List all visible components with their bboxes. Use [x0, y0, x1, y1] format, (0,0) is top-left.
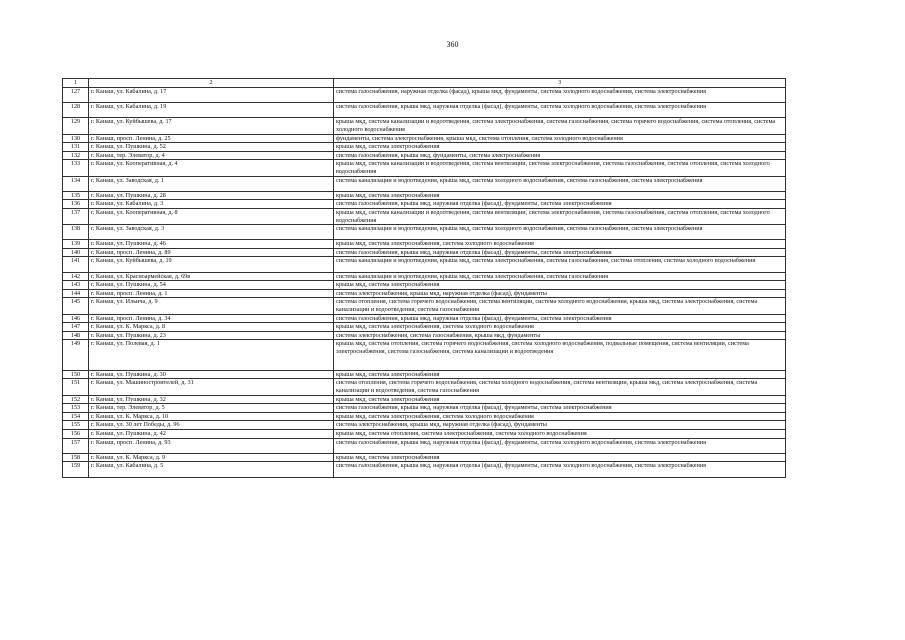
- row-number: 152: [63, 395, 89, 404]
- row-works: крыша мкд, система электроснабжения: [334, 281, 786, 290]
- row-number: 159: [63, 462, 89, 477]
- row-number: 145: [63, 298, 89, 314]
- row-works: система газоснабжения, крыша мкд, наружная отделка (фасад), фундаменты, система холодного водоснабжения, система электроснабжения: [334, 462, 786, 477]
- row-works: крыша мкд, система электроснабжения: [334, 395, 786, 404]
- table-row: [63, 281, 786, 290]
- table-header-row: [63, 79, 786, 88]
- row-number: 143: [63, 281, 89, 290]
- row-works: крыша мкд, система канализации и водоотведения, система вентиляции, система электроснабжения, система газоснабжения, система отопления, система холодного водоснабжения: [334, 160, 786, 176]
- table-body: [63, 88, 786, 478]
- row-address: г. Канаш, ул. Машиностроителей, д. 31: [89, 379, 334, 395]
- row-works: крыша мкд, система электроснабжения: [334, 370, 786, 379]
- row-address: г. Канаш, ул. Кабалина, д. 3: [89, 200, 334, 209]
- row-number: 148: [63, 331, 89, 340]
- row-number: 153: [63, 404, 89, 413]
- table-row: [63, 412, 786, 421]
- row-works: крыша мкд, система электроснабжения: [334, 191, 786, 200]
- row-number: 147: [63, 323, 89, 332]
- row-works: крыша мкд, система электроснабжения, система холодного водоснабжения: [334, 412, 786, 421]
- row-address: г. Канаш, ул. К. Маркса, д. 9: [89, 453, 334, 462]
- row-works: система отопления, система горячего водоснабжения, система вентиляции, система холодного водоснабжения, крыша мкд, система электроснабжения, система канализации и водоотведения, система газоснабжения: [334, 298, 786, 314]
- row-works: система газоснабжения, крыша мкд, наружная отделка (фасад), фундаменты, система электроснабжения: [334, 200, 786, 209]
- row-number: 144: [63, 289, 89, 298]
- row-works: система газоснабжения, крыша мкд, наружная отделка (фасад), фундаменты, система холодного водоснабжения, система электроснабжения: [334, 103, 786, 118]
- row-number: 132: [63, 151, 89, 160]
- table-row: [63, 225, 786, 240]
- row-number: 140: [63, 248, 89, 257]
- row-address: г. Канаш, ул. Куйбышева, д. 19: [89, 257, 334, 272]
- row-works: система электроснабжения, система газоснабжения, крыша мкд, фундаменты: [334, 331, 786, 340]
- row-number: 127: [63, 88, 89, 103]
- row-address: г. Канаш, ул. Кабалина, д. 19: [89, 103, 334, 118]
- row-number: 156: [63, 429, 89, 438]
- row-address: г. Канаш, ул. Пушкина, д. 32: [89, 395, 334, 404]
- table-row: [63, 143, 786, 152]
- row-address: г. Канаш, ул. Красноармейская, д. 69в: [89, 272, 334, 281]
- row-number: 157: [63, 438, 89, 453]
- row-number: 146: [63, 314, 89, 323]
- table-row: [63, 103, 786, 118]
- table-row: [63, 160, 786, 176]
- row-works: система газоснабжения, крыша мкд, наружная отделка (фасад), фундаменты, система холодного водоснабжения, система электроснабжения: [334, 438, 786, 453]
- row-address: г. Канаш, ул. К. Маркса, д. 10: [89, 412, 334, 421]
- row-address: г. Канаш, ул. Пушкина, д. 52: [89, 143, 334, 152]
- row-number: 149: [63, 340, 89, 370]
- row-number: 131: [63, 143, 89, 152]
- header-col-2: 2: [89, 79, 334, 88]
- row-address: г. Канаш, тер. Элеватор, д. 4: [89, 151, 334, 160]
- row-number: 138: [63, 225, 89, 240]
- table-row: [63, 340, 786, 370]
- row-works: система канализации и водоотведения, крыша мкд, система холодного водоснабжения, система газоснабжения, система электроснабжения: [334, 225, 786, 240]
- table-row: [63, 134, 786, 143]
- table-row: [63, 323, 786, 332]
- row-number: 150: [63, 370, 89, 379]
- row-works: система канализации и водоотведения, крыша мкд, система электроснабжения, система газоснабжения, система отопления, система холодного водоснабжения: [334, 257, 786, 272]
- row-address: г. Канаш, ул. Ильича, д. 9: [89, 298, 334, 314]
- row-address: г. Канаш, ул. Куйбышева, д. 17: [89, 118, 334, 134]
- row-address: г. Канаш, просп. Ленина, д. 93: [89, 438, 334, 453]
- row-address: г. Канаш, ул. Пушкина, д. 46: [89, 240, 334, 249]
- row-number: 142: [63, 272, 89, 281]
- row-address: г. Канаш, просп. Ленина, д. 25: [89, 134, 334, 143]
- table-row: [63, 331, 786, 340]
- row-works: крыша мкд, система электроснабжения: [334, 143, 786, 152]
- table-row: [63, 176, 786, 191]
- table-row: [63, 404, 786, 413]
- table-row: [63, 118, 786, 134]
- table-row: [63, 208, 786, 224]
- row-works: крыша мкд, система электроснабжения, система холодного водоснабжения: [334, 240, 786, 249]
- row-works: крыша мкд, система канализации и водоотведения, система вентиляции, система электроснабжения, система газоснабжения, система отопления, система холодного водоснабжения: [334, 208, 786, 224]
- row-works: система газоснабжения, наружная отделка (фасад), крыша мкд, фундаменты, система холодного водоснабжения, система электроснабжения: [334, 88, 786, 103]
- row-works: крыша мкд, система канализации и водоотведения, система электроснабжения, система газоснабжения, система горячего водоснабжения, система отопления, система холодного водоснабжения: [334, 118, 786, 134]
- row-works: система канализации и водоотведения, крыша мкд, система холодного водоснабжения, система газоснабжения, система электроснабжения: [334, 176, 786, 191]
- row-number: 134: [63, 176, 89, 191]
- row-number: 136: [63, 200, 89, 209]
- row-address: г. Канаш, ул. Кооперативная, д. 4: [89, 160, 334, 176]
- row-address: г. Канаш, тер. Элеватор, д. 5: [89, 404, 334, 413]
- table-row: [63, 370, 786, 379]
- table-row: [63, 289, 786, 298]
- row-address: г. Канаш, ул. Пушкина, д. 30: [89, 370, 334, 379]
- row-address: г. Канаш, ул. Полевая, д. 1: [89, 340, 334, 370]
- row-number: 141: [63, 257, 89, 272]
- row-works: крыша мкд, система электроснабжения: [334, 453, 786, 462]
- page-number: 360: [446, 40, 459, 49]
- row-address: г. Канаш, ул. 30 лет Победы, д. 96: [89, 421, 334, 430]
- row-address: г. Канаш, ул. Кабалина, д. 17: [89, 88, 334, 103]
- row-works: система электроснабжения, крыша мкд, наружная отделка (фасад), фундаменты: [334, 421, 786, 430]
- table-row: [63, 314, 786, 323]
- row-number: 128: [63, 103, 89, 118]
- row-address: г. Канаш, ул. Пушкина, д. 23: [89, 331, 334, 340]
- row-number: 129: [63, 118, 89, 134]
- row-address: г. Канаш, просп. Ленина, д. 1: [89, 289, 334, 298]
- row-works: крыша мкд, система отопления, система электроснабжения, система холодного водоснабжения: [334, 429, 786, 438]
- table-row: [63, 257, 786, 272]
- table-row: [63, 191, 786, 200]
- row-works: крыша мкд, система отопления, система горячего водоснабжения, система холодного водоснабжения, подвальные помещения, система вентиляции, система электроснабжения, система газоснабжения, система канализации и водоотведения: [334, 340, 786, 370]
- row-works: система газоснабжения, крыша мкд, наружная отделка (фасад), фундаменты, система электроснабжения: [334, 314, 786, 323]
- row-address: г. Канаш, ул. Пушкина, д. 54: [89, 281, 334, 290]
- row-number: 137: [63, 208, 89, 224]
- row-number: 155: [63, 421, 89, 430]
- table-row: [63, 272, 786, 281]
- row-number: 133: [63, 160, 89, 176]
- table-row: [63, 151, 786, 160]
- row-address: г. Канаш, просп. Ленина, д. 89: [89, 248, 334, 257]
- row-works: система газоснабжения, крыша мкд, наружная отделка (фасад), фундаменты, система электроснабжения: [334, 404, 786, 413]
- row-works: крыша мкд, система электроснабжения, система холодного водоснабжения: [334, 323, 786, 332]
- row-number: 130: [63, 134, 89, 143]
- table-row: [63, 240, 786, 249]
- table-row: [63, 429, 786, 438]
- table-row: [63, 88, 786, 103]
- row-works: система газоснабжения, крыша мкд, фундаменты, система электроснабжения: [334, 151, 786, 160]
- row-address: г. Канаш, ул. Пушкина, д. 28: [89, 191, 334, 200]
- row-number: 158: [63, 453, 89, 462]
- table-row: [63, 453, 786, 462]
- table-row: [63, 248, 786, 257]
- buildings-table: [62, 78, 786, 478]
- row-address: г. Канаш, ул. Кабалина, д. 5: [89, 462, 334, 477]
- row-works: система газоснабжения, крыша мкд, наружная отделка (фасад), фундаменты, система электроснабжения: [334, 248, 786, 257]
- header-col-1: 1: [63, 79, 89, 88]
- row-address: г. Канаш, ул. Пушкина, д. 42: [89, 429, 334, 438]
- table-row: [63, 200, 786, 209]
- row-address: г. Канаш, ул. Заводская, д. 3: [89, 225, 334, 240]
- row-address: г. Канаш, ул. Кооперативная, д. 8: [89, 208, 334, 224]
- row-number: 139: [63, 240, 89, 249]
- table-row: [63, 298, 786, 314]
- row-works: система электроснабжения, крыша мкд, наружная отделка (фасад), фундаменты: [334, 289, 786, 298]
- row-address: г. Канаш, просп. Ленина, д. 34: [89, 314, 334, 323]
- table-row: [63, 379, 786, 395]
- table-row: [63, 462, 786, 477]
- row-address: г. Канаш, ул. К. Маркса, д. 8: [89, 323, 334, 332]
- row-works: фундаменты, система электроснабжения, крыша мкд, система отопления, система холодного водоснабжения: [334, 134, 786, 143]
- row-works: система отопления, система горячего водоснабжения, система холодного водоснабжения, система вентиляции, крыша мкд, система электроснабжения, система канализации и водоотведения, система газоснабжения: [334, 379, 786, 395]
- row-number: 135: [63, 191, 89, 200]
- header-col-3: 3: [334, 79, 786, 88]
- row-works: система канализации и водоотведения, крыша мкд, система электроснабжения, система газоснабжения: [334, 272, 786, 281]
- table-row: [63, 421, 786, 430]
- row-number: 154: [63, 412, 89, 421]
- row-address: г. Канаш, ул. Заводская, д. 1: [89, 176, 334, 191]
- table-row: [63, 438, 786, 453]
- table-row: [63, 395, 786, 404]
- row-number: 151: [63, 379, 89, 395]
